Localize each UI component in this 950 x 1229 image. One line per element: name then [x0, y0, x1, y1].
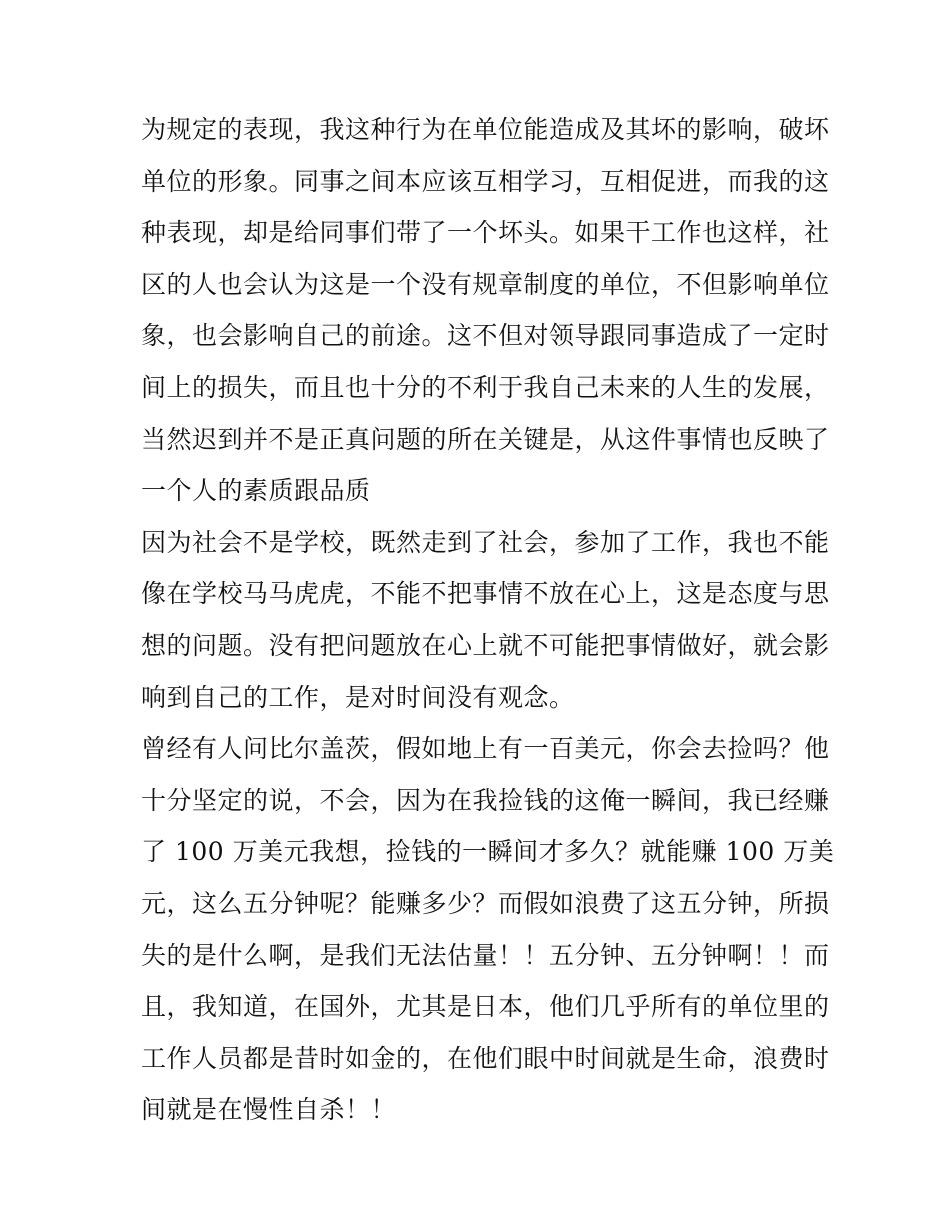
text-line: 元，这么五分钟呢？能赚多少？而假如浪费了这五分钟，所损 — [141, 888, 830, 918]
text-line: 单位的形象。同事之间本应该互相学习，互相促进，而我的这 — [141, 166, 830, 196]
text-line: 象，也会影响自己的前途。这不但对领导跟同事造成了一定时 — [141, 321, 830, 351]
text-line: 想的问题。没有把问题放在心上就不可能把事情做好，就会影 — [141, 630, 830, 660]
text-line: 了 100 万美元我想，捡钱的一瞬间才多久？就能赚 100 万美 — [141, 837, 835, 867]
text-line: 且，我知道，在国外，尤其是日本，他们几乎所有的单位里的 — [141, 992, 830, 1022]
text-line: 像在学校马马虎虎，不能不把事情不放在心上，这是态度与思 — [141, 579, 830, 609]
text-line: 区的人也会认为这是一个没有规章制度的单位，不但影响单位 — [141, 269, 830, 299]
text-line: 响到自己的工作，是对时间没有观念。 — [141, 682, 575, 712]
text-line: 工作人员都是昔时如金的，在他们眼中时间就是生命，浪费时 — [141, 1043, 830, 1073]
text-line: 十分坚定的说，不会，因为在我捡钱的这俺一瞬间，我已经赚 — [141, 785, 830, 815]
body-text — [141, 104, 835, 1136]
text-line: 为规定的表现，我这种行为在单位能造成及其坏的影响，破坏 — [141, 115, 830, 144]
text-line: 失的是什么啊，是我们无法估量！！五分钟、五分钟啊！！而 — [141, 940, 830, 970]
text-line: 曾经有人问比尔盖茨，假如地上有一百美元，你会去捡吗？他 — [141, 734, 830, 764]
text-line: 间就是在慢性自杀！！ — [141, 1095, 397, 1125]
text-line: 一个人的素质跟品质 — [141, 476, 371, 506]
text-line: 因为社会不是学校，既然走到了社会，参加了工作，我也不能 — [141, 527, 830, 557]
text-line: 间上的损失，而且也十分的不利于我自己未来的人生的发展， — [141, 372, 830, 402]
text-line: 当然迟到并不是正真问题的所在关键是，从这件事情也反映了 — [141, 424, 830, 454]
text-line: 种表现，却是给同事们带了一个坏头。如果干工作也这样，社 — [141, 218, 830, 248]
